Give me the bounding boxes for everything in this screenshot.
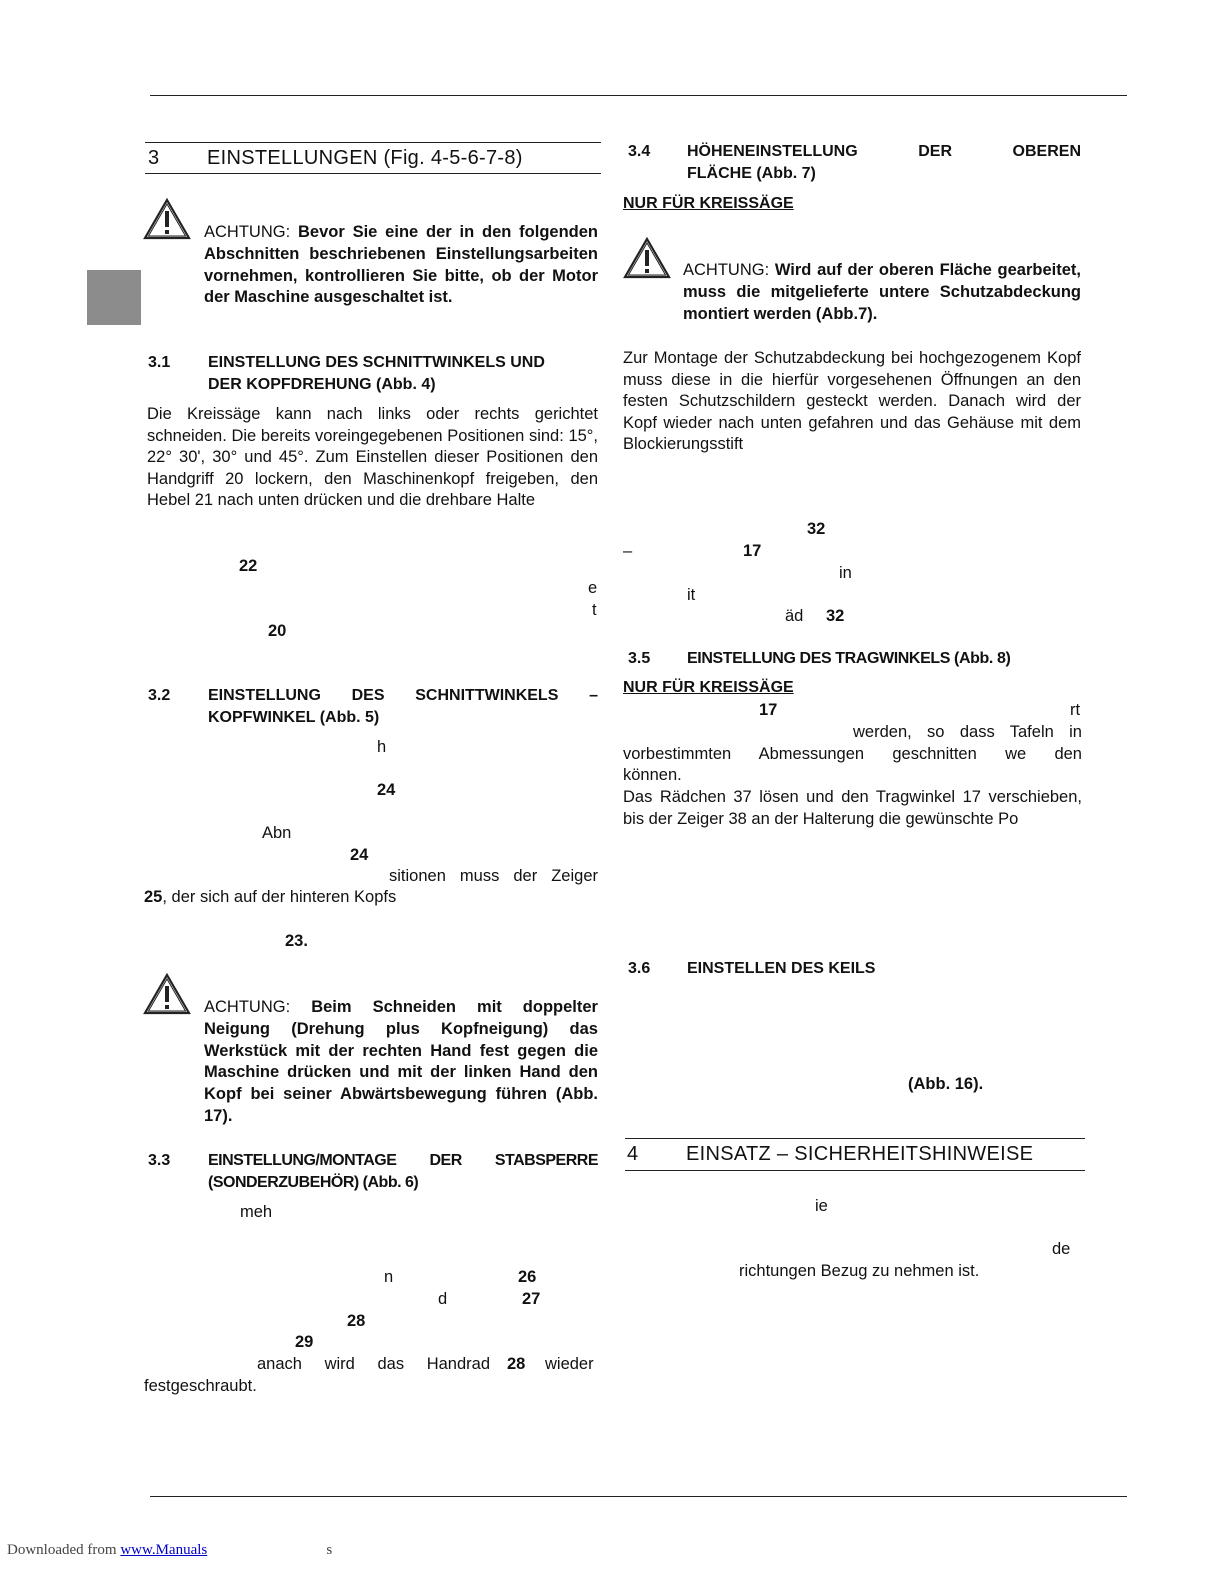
bottom-rule — [150, 1496, 1127, 1497]
s31-heading-line1: EINSTELLUNG DES SCHNITTWINKELS UND — [208, 354, 545, 371]
s32-frag-25: 25 — [144, 888, 163, 906]
warning-1-label: ACHTUNG: — [204, 223, 291, 241]
s33-number: 3.3 — [148, 1152, 171, 1169]
warning-triangle-icon — [143, 972, 191, 1016]
sec4-frag-ie: ie — [815, 1197, 828, 1215]
s35-frag-17: 17 — [759, 701, 778, 719]
sec4-number: 4 — [627, 1143, 639, 1165]
s34-heading-line2: FLÄCHE (Abb. 7) — [687, 165, 816, 182]
warning-3 — [683, 260, 1081, 325]
warning-2-text: Beim Schneiden mit doppelter Neigung (Drehung plus Kopfneigung) das Werkstück mit der rechten Hand fest gegen die Maschine drücken und mit der linken Hand den Kopf bei seiner Abwärtsbewegung führen (Abb. 17). — [204, 998, 598, 1125]
s31-frag-t: t — [592, 601, 597, 619]
warning-2-label: ACHTUNG: — [204, 998, 291, 1016]
s31-number: 3.1 — [148, 354, 171, 371]
s34-frag-dash: – — [623, 542, 633, 560]
s35-number: 3.5 — [628, 650, 651, 667]
s31-paragraph: Die Kreissäge kann nach links oder rechts gerichtet schneiden. Die bereits voreingegebenen Positionen sind: 15°, 22° 30', 30° und 45°. Zum Einstellen dieser Positionen den Handgriff 20 lockern, den Maschinenkopf freigeben, den Hebel 21 nach unten drücken und die drehbare Halte — [147, 405, 598, 510]
s35-line-vorbestimmten: vorbestimmten Abmessungen geschnitten we den — [623, 745, 1082, 763]
s31-frag-22: 22 — [239, 557, 258, 575]
s34-heading-line1: HÖHENEINSTELLUNG DER OBEREN — [687, 143, 1081, 160]
s34-paragraph: Zur Montage der Schutzabdeckung bei hochgezogenem Kopf muss diese in die hierfür vorgesehenen Öffnungen an den festen Schutzschildern gesteckt werden. Danach wird der Kopf wieder nach unten gefahren und das Gehäuse mit dem Blockierungsstift — [623, 349, 1081, 454]
top-rule — [150, 95, 1127, 96]
sec3-title: EINSTELLUNGEN (Fig. 4-5-6-7-8) — [207, 147, 523, 169]
s33-frag-n: n — [384, 1268, 394, 1286]
s32-line-25 — [144, 888, 396, 907]
warning-triangle-icon — [623, 236, 671, 280]
sec4-rule-top — [625, 1138, 1085, 1139]
s33-frag-26: 26 — [518, 1268, 537, 1286]
s34-frag-in: in — [839, 564, 852, 582]
sec4-frag-richtungen: richtungen Bezug zu nehmen ist. — [739, 1262, 980, 1280]
s33-frag-d: d — [438, 1290, 448, 1308]
s32-frag-23: 23. — [285, 932, 308, 950]
s32-frag-sitionen: sitionen muss der Zeiger — [389, 867, 598, 885]
s31-frag-e: e — [588, 579, 598, 597]
s32-frag-kopfs: , der sich auf der hinteren Kopfs — [162, 888, 397, 906]
s32-frag-abn: Abn — [262, 824, 292, 842]
s35-only-circular-saw: NUR FÜR KREISSÄGE — [623, 679, 794, 696]
footer-prefix: Downloaded from — [7, 1542, 121, 1558]
s33-frag-28a: 28 — [347, 1312, 366, 1330]
s33-heading-line1: EINSTELLUNG/MONTAGE DER STABSPERRE — [208, 1152, 598, 1169]
s33-frag-anach: anach wird das Handrad — [257, 1355, 490, 1373]
s36-number: 3.6 — [628, 960, 651, 977]
sec4-title: EINSATZ – SICHERHEITSHINWEISE — [686, 1143, 1034, 1165]
s35-paragraph-2: Das Rädchen 37 lösen und den Tragwinkel 17 verschieben, bis der Zeiger 38 an der Halterung die gewünschte Po — [623, 788, 1082, 828]
s33-frag-28b: 28 — [507, 1355, 526, 1373]
s33-heading-line2: (SONDERZUBEHÖR) (Abb. 6) — [208, 1174, 419, 1191]
s35-frag-rt: rt — [1070, 701, 1081, 719]
sec4-rule-bottom — [625, 1170, 1085, 1171]
warning-triangle-icon — [143, 197, 191, 241]
s36-frag-abb16: (Abb. 16). — [908, 1075, 984, 1093]
s34-frag-it: it — [687, 586, 696, 604]
s32-frag-h: h — [377, 738, 387, 756]
s34-frag-ad: äd — [785, 607, 804, 625]
s33-frag-29: 29 — [295, 1333, 314, 1351]
sec3-rule-bottom — [145, 173, 601, 174]
section-tab-marker — [87, 270, 141, 325]
s34-frag-17: 17 — [743, 542, 762, 560]
s32-heading-line2: KOPFWINKEL (Abb. 5) — [208, 709, 380, 726]
sec3-number: 3 — [148, 147, 160, 169]
s34-only-circular-saw: NUR FÜR KREISSÄGE — [623, 195, 794, 212]
footer-download-note — [7, 1542, 332, 1559]
s34-frag-32a: 32 — [807, 520, 826, 538]
s33-frag-meh: meh — [240, 1203, 273, 1221]
s32-number: 3.2 — [148, 687, 171, 704]
s35-frag-werden: werden, so dass Tafeln in — [853, 723, 1082, 741]
footer-suffix: s — [326, 1542, 333, 1558]
s32-heading-line1: EINSTELLUNG DES SCHNITTWINKELS – — [208, 687, 598, 704]
warning-1 — [204, 222, 598, 309]
s32-frag-24b: 24 — [350, 846, 369, 864]
s35-heading: EINSTELLUNG DES TRAGWINKELS (Abb. 8) — [687, 650, 1011, 667]
footer-link[interactable]: www.Manuals — [120, 1542, 208, 1558]
s34-number: 3.4 — [628, 143, 651, 160]
warning-2 — [204, 997, 598, 1128]
s33-frag-wieder: wieder — [545, 1355, 594, 1373]
sec4-frag-de: de — [1052, 1240, 1071, 1258]
sec3-rule-top — [145, 142, 601, 143]
s31-heading-line2: DER KOPFDREHUNG (Abb. 4) — [208, 376, 436, 393]
s31-frag-20: 20 — [268, 622, 287, 640]
s33-frag-27: 27 — [522, 1290, 541, 1308]
s34-frag-32b: 32 — [826, 607, 845, 625]
warning-3-label: ACHTUNG: — [683, 261, 770, 279]
s33-frag-fest: festgeschraubt. — [144, 1377, 257, 1395]
warning-3-text: Wird auf der oberen Fläche gearbeitet, muss die mitgelieferte untere Schutzabdeckung montiert werden (Abb.7). — [683, 261, 1081, 323]
s32-frag-24a: 24 — [377, 781, 396, 799]
warning-1-text: Bevor Sie eine der in den folgenden Abschnitten beschriebenen Einstellungsarbeiten vornehmen, kontrollieren Sie bitte, ob der Motor der Maschine ausgeschaltet ist. — [204, 223, 598, 307]
s35-line-koennen: können. — [623, 766, 682, 784]
s36-heading: EINSTELLEN DES KEILS — [687, 960, 876, 977]
